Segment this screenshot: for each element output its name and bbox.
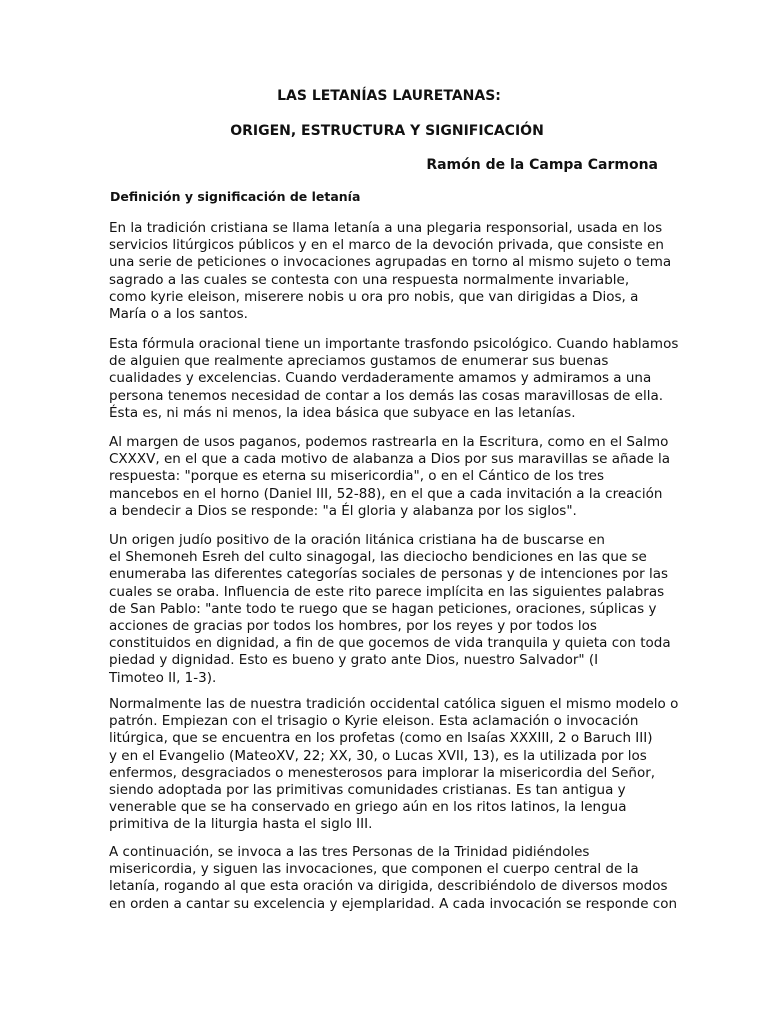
paragraph-1 (109, 220, 672, 323)
text-line: a bendecir a Dios se responde: "a Él gloria y alabanza por los siglos". (109, 502, 577, 519)
text-line: cuales se oraba. Influencia de este rito parece implícita en las siguientes palabras (109, 583, 665, 600)
paragraph-5 (109, 696, 679, 834)
text-line: enfermos, desgraciados o menesterosos para implorar la misericordia del Señor, (109, 764, 656, 781)
text-line: A continuación, se invoca a las tres Personas de la Trinidad pidiéndoles (109, 844, 590, 860)
text-line: en orden a cantar su excelencia y ejemplaridad. A cada invocación se responde con (109, 895, 678, 912)
text-line: mancebos en el horno (Daniel III, 52-88), en el que a cada invitación a la creación (109, 485, 663, 502)
text-line: Un origen judío positivo de la oración litánica cristiana ha de buscarse en (109, 532, 605, 548)
text-line: María o a los santos. (109, 306, 248, 323)
text-line: de San Pablo: "ante todo te ruego que se hagan peticiones, oraciones, súplicas y (109, 600, 657, 617)
text-line: CXXXV, en el que a cada motivo de alabanza a Dios por sus maravillas se añade la (109, 451, 670, 468)
text-line: de alguien que realmente apreciamos gustamos de enumerar sus buenas (109, 353, 609, 370)
text-line: y en el Evangelio (MateoXV, 22; XX, 30, o Lucas XVII, 13), es la utilizada por los (109, 747, 647, 764)
text-line: una serie de peticiones o invocaciones agrupadas en torno al mismo sujeto o tema (109, 254, 672, 271)
text-line: Normalmente las de nuestra tradición occidental católica siguen el mismo modelo o (109, 696, 679, 712)
text-line: persona tenemos necesidad de contar a los demás las cosas maravillosas de ella. (109, 387, 664, 404)
author-name: Ramón de la Campa Carmona (426, 157, 658, 173)
text-line: letanía, rogando al que esta oración va dirigida, describiéndolo de diversos modos (109, 878, 668, 895)
text-line: patrón. Empiezan con el trisagio o Kyrie eleison. Esta aclamación o invocación (109, 713, 639, 730)
text-line: Timoteo II, 1-3). (109, 669, 217, 686)
text-line: siendo adoptada por las primitivas comunidades cristianas. Es tan antigua y (109, 782, 626, 799)
text-line: enumeraba las diferentes categorías sociales de personas y de intenciones por las (109, 566, 669, 583)
text-line: Esta fórmula oracional tiene un importante trasfondo psicológico. Cuando hablamos (109, 336, 679, 352)
document-subtitle: ORIGEN, ESTRUCTURA Y SIGNIFICACIÓN (230, 123, 544, 139)
text-line: el Shemoneh Esreh del culto sinagogal, las dieciocho bendiciones en las que se (109, 549, 647, 566)
paragraph-3 (109, 434, 670, 520)
paragraph-4 (109, 532, 671, 687)
text-line: piedad y dignidad. Esto es bueno y grato ante Dios, nuestro Salvador" (I (109, 652, 599, 669)
text-line: como kyrie eleison, miserere nobis u ora pro nobis, que van dirigidas a Dios, a (109, 288, 639, 305)
text-line: primitiva de la liturgia hasta el siglo III. (109, 816, 373, 833)
document-title: LAS LETANÍAS LAURETANAS: (277, 88, 501, 104)
text-line: servicios litúrgicos públicos y en el marco de la devoción privada, que consiste en (109, 237, 664, 254)
section-heading: Definición y significación de letanía (110, 189, 361, 204)
text-line: En la tradición cristiana se llama letanía a una plegaria responsorial, usada en los (109, 220, 663, 236)
text-line: sagrado a las cuales se contesta con una respuesta normalmente invariable, (109, 271, 630, 288)
text-line: venerable que se ha conservado en griego aún en los ritos latinos, la lengua (109, 799, 627, 816)
text-line: Al margen de usos paganos, podemos rastrearla en la Escritura, como en el Salmo (109, 434, 669, 450)
text-line: Ésta es, ni más ni menos, la idea básica que subyace en las letanías. (109, 404, 576, 421)
paragraph-6 (109, 844, 678, 913)
text-line: respuesta: "porque es eterna su misericordia", o en el Cántico de los tres (109, 468, 605, 485)
paragraph-2 (109, 336, 679, 422)
text-line: misericordia, y siguen las invocaciones, que componen el cuerpo central de la (109, 861, 639, 878)
text-line: acciones de gracias por todos los hombres, por los reyes y por todos los (109, 618, 597, 635)
text-line: cualidades y excelencias. Cuando verdaderamente amamos y admiramos a una (109, 370, 652, 387)
text-line: constituidos en dignidad, a fin de que gocemos de vida tranquila y quieta con toda (109, 635, 671, 652)
text-line: litúrgica, que se encuentra en los profetas (como en Isaías XXXIII, 2 o Baruch III) (109, 730, 653, 747)
